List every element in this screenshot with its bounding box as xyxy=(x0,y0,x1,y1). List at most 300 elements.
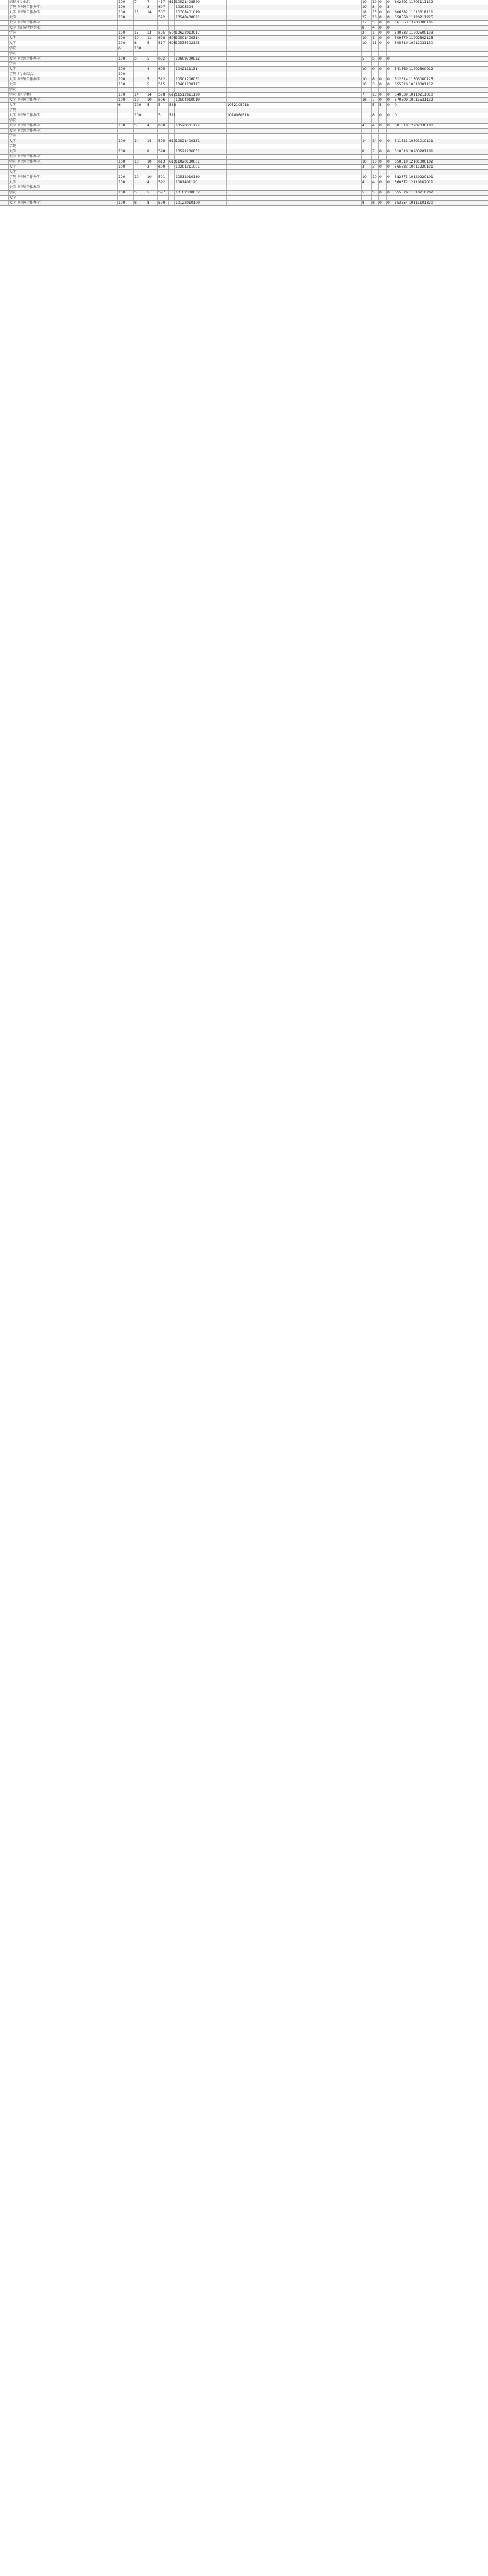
table-cell: 0 xyxy=(387,77,394,82)
table-cell: 10303304 xyxy=(175,5,227,10)
table-cell xyxy=(134,134,146,139)
table-cell xyxy=(0,191,9,195)
table-cell: 0 xyxy=(379,41,387,46)
table-cell xyxy=(146,113,158,118)
table-cell: 10 xyxy=(134,160,146,164)
table-cell xyxy=(0,103,9,108)
table-cell: 1070060518 xyxy=(227,113,362,118)
table-cell: 学院 xyxy=(9,52,118,56)
table-cell xyxy=(372,185,379,190)
table-cell xyxy=(175,185,227,190)
table-cell: 13 xyxy=(372,93,379,97)
table-cell: 10521206031 xyxy=(175,149,227,154)
table-cell xyxy=(169,57,175,61)
table-cell: 540539 10110211010 xyxy=(395,93,433,97)
table-cell: 1001401120 xyxy=(175,180,227,185)
table-cell: 18 xyxy=(362,10,372,15)
table-cell xyxy=(118,129,134,133)
table-cell xyxy=(175,62,227,66)
table-cell xyxy=(0,170,9,175)
table-cell: 10 xyxy=(146,98,158,102)
table-row xyxy=(0,191,488,196)
table-cell: 0 xyxy=(387,67,394,72)
table-cell xyxy=(379,52,387,56)
table-cell: 0 xyxy=(379,10,387,15)
table-cell: 14 xyxy=(372,139,379,144)
table-cell xyxy=(146,196,158,200)
table-cell xyxy=(146,26,158,30)
table-cell: 598 xyxy=(158,93,169,97)
table-cell xyxy=(0,124,9,128)
table-cell xyxy=(169,77,175,82)
table-cell xyxy=(0,201,9,205)
table-cell: 606 xyxy=(169,36,176,40)
table-cell: 大学 xyxy=(9,139,118,144)
table-cell: 5 xyxy=(362,57,372,61)
table-cell xyxy=(158,185,169,190)
table-row xyxy=(0,67,488,72)
table-cell: 学院 xyxy=(9,31,118,35)
table-cell: 507 xyxy=(158,10,169,15)
table-cell: 0 xyxy=(379,67,387,72)
table-cell: 0 xyxy=(387,10,394,15)
table-cell: 0 xyxy=(379,15,387,20)
table-cell: 607 xyxy=(158,5,169,10)
table-cell: 530583 11202500133 xyxy=(395,31,433,35)
table-cell: 4 xyxy=(362,124,372,128)
table-cell xyxy=(175,52,227,56)
table-cell: 4 xyxy=(372,26,379,30)
table-cell xyxy=(372,88,379,92)
table-cell: 14 xyxy=(362,139,372,144)
table-row xyxy=(0,41,488,46)
table-cell xyxy=(134,26,146,30)
table-cell: 学院（中外合作办学） xyxy=(9,160,118,164)
table-cell: 100 xyxy=(118,160,134,164)
table-cell: 10 xyxy=(134,36,146,41)
table-cell xyxy=(227,108,362,113)
table-cell: 595 xyxy=(158,139,169,144)
table-cell xyxy=(387,134,394,139)
table-cell: 2 xyxy=(362,31,372,35)
table-cell: 0 xyxy=(387,139,394,144)
table-cell xyxy=(362,108,372,113)
table-cell: 13 xyxy=(372,10,379,15)
table-cell: 614 xyxy=(169,139,176,143)
table-cell: 大学（中外合作办学） xyxy=(9,57,118,61)
table-cell: 大学 xyxy=(9,149,118,154)
table-cell: 7 xyxy=(372,149,379,154)
table-cell: 3 xyxy=(387,5,394,10)
table-row xyxy=(0,10,488,15)
table-cell xyxy=(227,62,362,66)
table-cell xyxy=(134,88,146,92)
table-cell xyxy=(158,118,169,123)
table-cell xyxy=(372,129,379,133)
table-cell xyxy=(227,98,362,102)
table-cell xyxy=(362,196,372,200)
table-cell: 596 xyxy=(158,98,169,102)
table-cell: 100 xyxy=(118,191,134,195)
table-cell xyxy=(394,26,488,30)
table-cell xyxy=(227,93,362,97)
table-cell xyxy=(0,118,9,123)
table-cell: 100 xyxy=(118,201,134,205)
table-cell xyxy=(394,62,488,66)
table-cell xyxy=(362,144,372,149)
table-cell: 13 xyxy=(134,31,146,35)
table-cell: 8 xyxy=(362,201,372,205)
table-cell: 0 xyxy=(387,103,394,108)
table-cell xyxy=(372,196,379,200)
table-cell xyxy=(0,144,9,149)
table-cell: 0 xyxy=(387,149,394,154)
table-cell: 8 xyxy=(362,26,372,30)
table-cell: 大学（中外合作办学） xyxy=(9,201,118,205)
table-cell: 4 xyxy=(146,180,158,185)
table-cell xyxy=(134,67,146,72)
table-cell: 594 xyxy=(169,31,176,35)
table-cell xyxy=(134,21,146,25)
table-cell: 14 xyxy=(134,139,146,144)
table-row xyxy=(0,15,488,21)
table-cell xyxy=(158,26,169,30)
table-cell: 大学 xyxy=(9,170,118,175)
table-cell xyxy=(0,180,9,185)
table-cell xyxy=(0,165,9,169)
table-cell xyxy=(158,144,169,149)
table-cell xyxy=(387,108,394,113)
table-cell xyxy=(134,149,146,154)
table-cell: 3 xyxy=(372,165,379,169)
table-cell xyxy=(362,113,372,118)
table-cell: 100 xyxy=(118,15,134,20)
table-cell xyxy=(379,108,387,113)
table-cell xyxy=(175,26,227,30)
table-cell: 10 xyxy=(134,175,146,180)
table-cell xyxy=(227,21,362,25)
table-cell xyxy=(362,185,372,190)
table-cell xyxy=(169,155,175,159)
table-cell: 11020130001 xyxy=(175,160,227,164)
table-cell: 509579 11202302125 xyxy=(395,36,433,40)
table-cell: 0 xyxy=(387,93,394,97)
table-cell: 606 xyxy=(169,41,176,45)
table-row xyxy=(0,165,488,170)
table-cell: 10 xyxy=(362,0,372,5)
table-cell xyxy=(362,134,372,139)
table-cell: 大学（中外合作办学） xyxy=(9,77,118,82)
table-cell xyxy=(227,88,362,92)
table-cell: 学院 xyxy=(9,46,118,51)
table-cell xyxy=(175,118,227,123)
table-cell: 大学（中外合作办学） xyxy=(9,129,118,133)
table-cell: 10122010100 xyxy=(175,201,227,205)
table-row xyxy=(0,196,488,201)
table-cell xyxy=(227,191,362,195)
table-cell xyxy=(134,52,146,56)
table-cell xyxy=(169,201,175,205)
table-cell: 505510 10212031130 xyxy=(395,41,433,45)
table-cell: 0 xyxy=(379,82,387,87)
table-cell: 0 xyxy=(379,191,387,195)
table-cell xyxy=(134,180,146,185)
table-cell: 10 xyxy=(362,41,372,46)
table-cell: 0 xyxy=(387,113,394,118)
table-cell: 学院 xyxy=(9,62,118,66)
table-cell: 608 xyxy=(158,36,169,41)
table-cell xyxy=(175,129,227,133)
table-cell xyxy=(362,103,372,108)
table-cell xyxy=(227,57,362,61)
table-cell xyxy=(175,72,227,77)
table-cell: 大学 xyxy=(9,103,118,108)
table-cell xyxy=(146,88,158,92)
table-cell: 10622013017 xyxy=(175,31,227,35)
table-cell: 15 xyxy=(134,10,146,15)
table-cell xyxy=(146,129,158,133)
table-cell xyxy=(227,10,362,15)
table-row xyxy=(0,0,488,5)
table-cell xyxy=(146,21,158,25)
table-cell xyxy=(0,52,9,56)
table-cell xyxy=(227,180,362,185)
table-cell xyxy=(372,72,379,77)
table-cell: 0 xyxy=(379,175,387,180)
table-cell: 10501400314 xyxy=(175,36,227,41)
table-cell: 0 xyxy=(395,103,397,107)
table-cell: 10201311001 xyxy=(175,165,227,169)
table-cell: 1 xyxy=(372,31,379,35)
table-cell xyxy=(118,144,134,149)
table-cell: 0 xyxy=(387,124,394,128)
table-cell xyxy=(0,21,9,25)
table-cell: 0 xyxy=(387,180,394,185)
table-cell: 0 xyxy=(379,26,387,30)
table-cell xyxy=(227,72,362,77)
table-cell: 6 xyxy=(134,41,146,46)
table-cell: 0 xyxy=(379,31,387,35)
table-cell: 0 xyxy=(379,201,387,205)
table-cell xyxy=(379,155,387,159)
table-cell xyxy=(379,46,387,51)
table-cell xyxy=(387,72,394,77)
table-cell: 5 xyxy=(146,82,158,87)
table-cell: 大学 xyxy=(9,196,118,200)
table-cell xyxy=(0,10,9,15)
table-cell xyxy=(0,98,9,102)
table-cell: 5 xyxy=(146,41,158,46)
table-cell xyxy=(175,144,227,149)
table-cell xyxy=(134,165,146,169)
table-cell: 100 xyxy=(134,113,146,118)
table-cell xyxy=(394,196,488,200)
table-cell: 615 xyxy=(169,0,176,4)
table-cell: 100 xyxy=(118,77,134,82)
table-cell xyxy=(362,118,372,123)
table-cell: 0 xyxy=(387,82,394,87)
table-cell: 600 xyxy=(158,124,169,128)
table-cell xyxy=(372,108,379,113)
table-cell xyxy=(227,15,362,20)
table-cell xyxy=(379,170,387,175)
table-cell: 10 xyxy=(372,160,379,164)
table-cell: 0 xyxy=(379,36,387,41)
table-cell: 11512611120 xyxy=(175,93,227,97)
table-cell: 14 xyxy=(146,10,158,15)
table-cell: 5 xyxy=(134,124,146,128)
table-cell xyxy=(169,118,175,123)
table-cell xyxy=(0,46,9,51)
table-row xyxy=(0,124,488,129)
table-cell xyxy=(387,144,394,149)
table-cell: 6 xyxy=(118,46,134,51)
table-cell xyxy=(158,62,169,66)
table-cell: 学院 xyxy=(9,191,118,195)
table-cell: 大学（中外合作办学） xyxy=(9,113,118,118)
table-row xyxy=(0,88,488,93)
table-cell xyxy=(169,10,175,15)
table-cell xyxy=(394,57,488,61)
table-cell: 0 xyxy=(387,191,394,195)
table-row xyxy=(0,77,488,82)
table-cell: 14 xyxy=(134,93,146,97)
table-cell: 570509 10011531132 xyxy=(395,98,433,102)
table-cell xyxy=(0,41,9,46)
table-cell: 5 xyxy=(146,103,158,108)
table-cell xyxy=(372,118,379,123)
table-cell: 14 xyxy=(146,93,158,97)
table-cell: 10 xyxy=(362,175,372,180)
table-cell: 100 xyxy=(118,31,134,35)
table-cell: 7 xyxy=(146,0,158,5)
table-cell: 0 xyxy=(379,139,387,144)
table-cell: 学院（中外合作办学） xyxy=(9,5,118,10)
table-cell xyxy=(175,21,227,25)
table-row xyxy=(0,57,488,62)
table-cell: 591 xyxy=(158,175,169,180)
table-cell: 100 xyxy=(134,103,146,108)
table-cell xyxy=(387,52,394,56)
table-cell: 5 xyxy=(146,57,158,61)
table-cell xyxy=(134,108,146,113)
table-cell xyxy=(175,196,227,200)
table-cell xyxy=(387,170,394,175)
table-row xyxy=(0,26,488,31)
table-row xyxy=(0,62,488,67)
table-cell: 0 xyxy=(379,57,387,61)
table-cell: 10512010110 xyxy=(175,175,227,180)
table-cell: 592 xyxy=(158,180,169,185)
table-cell xyxy=(227,46,362,51)
table-cell: 100 xyxy=(118,180,134,185)
table-cell: 100 xyxy=(118,165,134,169)
table-cell xyxy=(175,134,227,139)
table-cell: 512514 11503000125 xyxy=(395,77,433,81)
table-cell xyxy=(146,72,158,77)
table-cell: 592 xyxy=(158,15,169,20)
table-cell xyxy=(169,26,175,30)
table-row xyxy=(0,149,488,155)
table-cell xyxy=(169,15,175,20)
table-cell: 5 xyxy=(146,77,158,82)
table-row xyxy=(0,72,488,77)
table-row xyxy=(0,82,488,88)
table-cell xyxy=(158,88,169,92)
table-cell xyxy=(394,170,488,175)
table-cell xyxy=(146,155,158,159)
table-cell xyxy=(158,72,169,77)
table-cell xyxy=(0,175,9,180)
table-cell: 100 xyxy=(118,93,134,97)
table-cell xyxy=(387,196,394,200)
table-cell xyxy=(227,134,362,139)
table-cell xyxy=(134,129,146,133)
table-cell: 0 xyxy=(387,26,394,30)
table-row xyxy=(0,170,488,175)
table-cell xyxy=(158,52,169,56)
table-cell xyxy=(362,170,372,175)
table-cell xyxy=(394,88,488,92)
table-row xyxy=(0,155,488,160)
table-cell xyxy=(134,15,146,20)
table-cell xyxy=(0,77,9,82)
table-cell xyxy=(134,5,146,10)
table-cell xyxy=(118,21,134,25)
table-cell: 学院 xyxy=(9,118,118,123)
table-cell xyxy=(394,129,488,133)
table-cell xyxy=(169,72,175,77)
table-cell: 5 xyxy=(372,191,379,195)
table-cell xyxy=(372,62,379,66)
table-cell: 605 xyxy=(158,67,169,72)
table-cell xyxy=(227,149,362,154)
table-cell: 0 xyxy=(379,93,387,97)
table-row xyxy=(0,201,488,206)
table-cell xyxy=(169,191,175,195)
table-cell: 511521 10301010111 xyxy=(395,139,433,143)
table-cell xyxy=(158,46,169,51)
table-cell: 602591 11703111132 xyxy=(395,0,433,4)
table-cell: 3 xyxy=(146,5,158,10)
table-cell: 100 xyxy=(118,98,134,102)
table-cell: 510510 10203201101 xyxy=(395,149,433,153)
table-cell: 0 xyxy=(387,165,394,169)
table-cell xyxy=(379,134,387,139)
table-cell: 3 xyxy=(362,165,372,169)
table-cell: 595 xyxy=(158,31,169,35)
table-cell xyxy=(0,82,9,87)
table-cell: 10 xyxy=(362,67,372,72)
table-cell xyxy=(169,165,175,169)
table-cell xyxy=(394,118,488,123)
table-cell xyxy=(146,134,158,139)
table-cell: 0 xyxy=(387,15,394,20)
table-cell xyxy=(227,5,362,10)
table-cell xyxy=(146,46,158,51)
table-cell xyxy=(169,21,175,25)
table-cell xyxy=(118,134,134,139)
table-cell: 大学 xyxy=(9,82,118,87)
table-cell: 5 xyxy=(372,57,379,61)
table-cell xyxy=(169,5,175,10)
table-cell xyxy=(227,31,362,35)
table-cell xyxy=(0,149,9,154)
table-cell xyxy=(118,108,134,113)
table-cell xyxy=(227,196,362,200)
table-cell: 8 xyxy=(372,77,379,82)
table-cell: 16 xyxy=(372,15,379,20)
